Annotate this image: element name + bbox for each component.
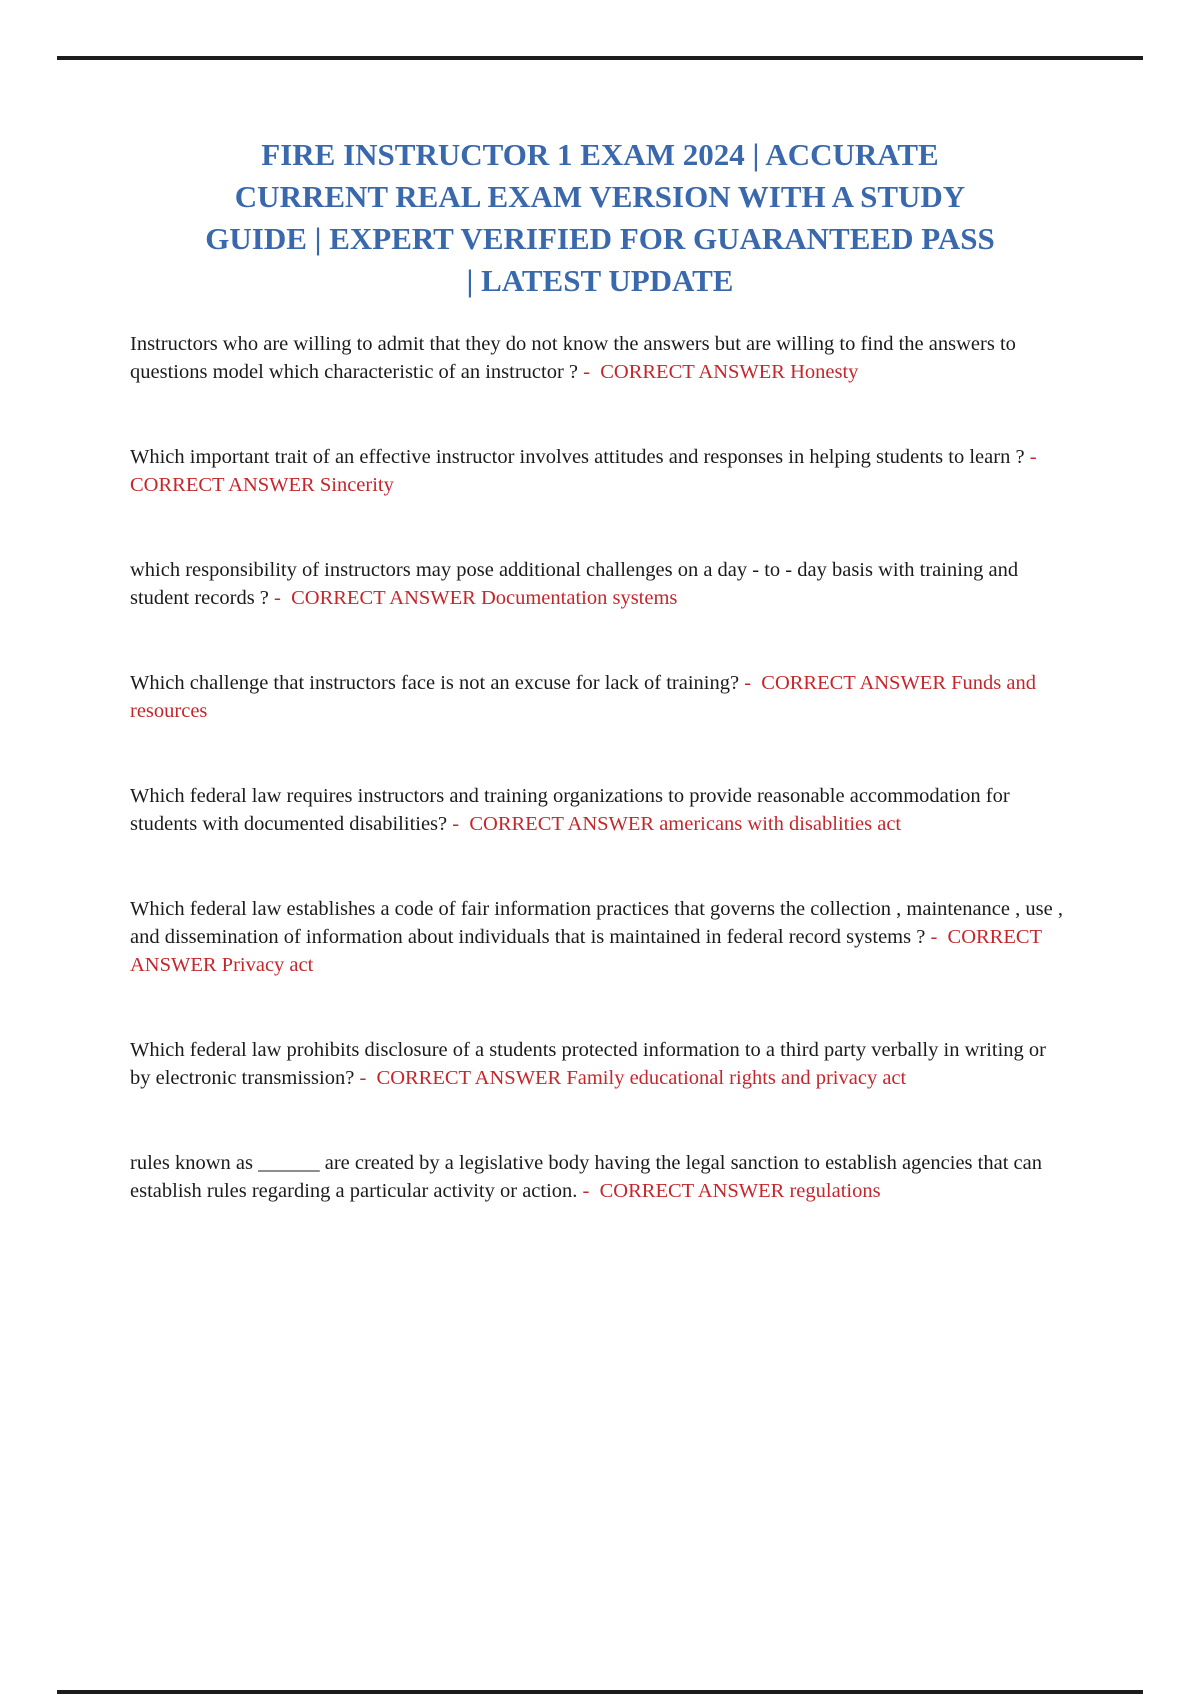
- correct-answer-text: - CORRECT ANSWER regulations: [582, 1180, 881, 1202]
- question-text: Which important trait of an effective instructor involves attitudes and responses in helping students to learn ?: [130, 446, 1025, 468]
- qa-item-8: [130, 1149, 1070, 1205]
- page-title-line: GUIDE | EXPERT VERIFIED FOR GUARANTEED PASS: [205, 221, 995, 256]
- qa-item-4: [130, 669, 1070, 725]
- page-title-line: FIRE INSTRUCTOR 1 EXAM 2024 | ACCURATE: [261, 137, 939, 172]
- correct-answer-text: - CORRECT ANSWER Family educational rights and privacy act: [359, 1067, 907, 1089]
- question-text: Which federal law prohibits disclosure of a students protected information to a third party verbally in writing or by electronic transmission?: [130, 1039, 1046, 1089]
- qa-item-3: [130, 556, 1070, 612]
- correct-answer-text: - CORRECT ANSWER Honesty: [583, 361, 859, 383]
- qa-item-5: [130, 782, 1070, 838]
- correct-answer-text: - CORRECT ANSWER Privacy act: [130, 926, 1046, 976]
- correct-answer-text: - CORRECT ANSWER Documentation systems: [274, 587, 678, 609]
- question-text: Which challenge that instructors face is not an excuse for lack of training?: [130, 672, 740, 694]
- qa-item-1: [130, 330, 1070, 386]
- qa-item-7: [130, 1036, 1070, 1092]
- page-title-line: | LATEST UPDATE: [466, 263, 734, 298]
- question-text: rules known as ______ are created by a legislative body having the legal sanction to establish agencies that can establish rules regarding a particular activity or action.: [130, 1152, 1042, 1202]
- qa-item-2: [130, 443, 1070, 499]
- question-text: which responsibility of instructors may pose additional challenges on a day - to - day basis with training and student records ?: [130, 559, 1019, 609]
- question-text: Instructors who are willing to admit that they do not know the answers but are willing to find the answers to questions model which characteristic of an instructor ?: [130, 333, 1016, 383]
- question-text: Which federal law establishes a code of fair information practices that governs the collection , maintenance , use , and dissemination of information about individuals that is maintained in federal record systems ?: [130, 898, 1063, 948]
- correct-answer-text: - CORRECT ANSWER Sincerity: [130, 446, 1047, 496]
- page-title: [130, 134, 1070, 302]
- correct-answer-text: - CORRECT ANSWER Funds and resources: [130, 672, 1042, 722]
- bottom-rule: [57, 1690, 1143, 1694]
- question-text: Which federal law requires instructors and training organizations to provide reasonable accommodation for students with documented disabilities?: [130, 785, 1010, 835]
- page-title-line: CURRENT REAL EXAM VERSION WITH A STUDY: [234, 179, 966, 214]
- correct-answer-text: - CORRECT ANSWER americans with disablities act: [452, 813, 902, 835]
- document-body: [130, 0, 1070, 1262]
- qa-item-6: [130, 895, 1070, 979]
